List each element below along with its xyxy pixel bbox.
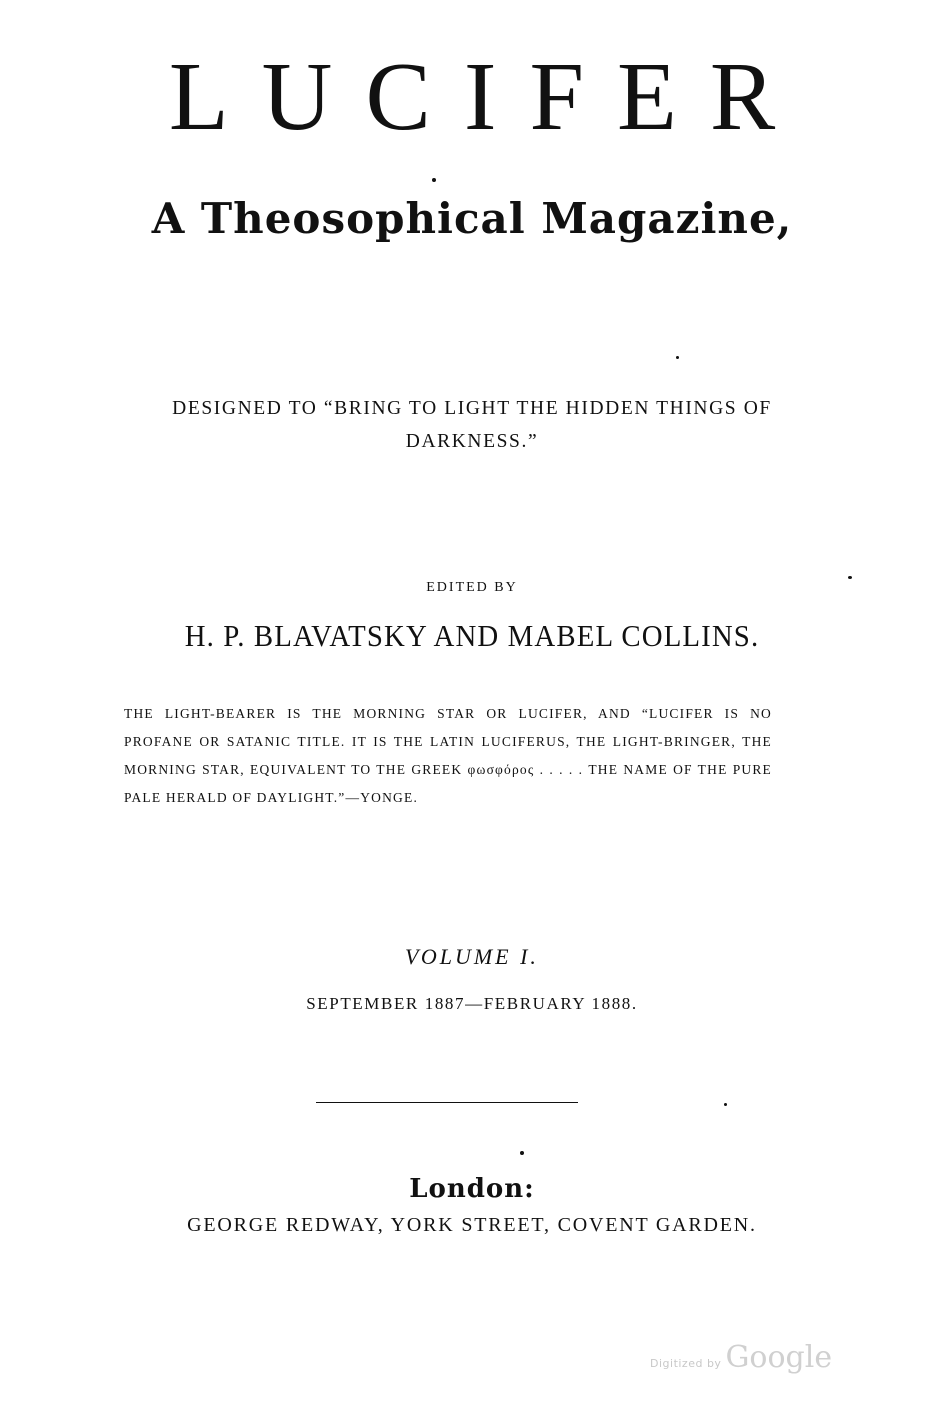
ink-speck	[432, 178, 436, 182]
motto-line-1: DESIGNED TO “BRING TO LIGHT THE HIDDEN THINGS OF	[172, 398, 772, 419]
motto	[0, 392, 944, 458]
editors-names: H. P. BLAVATSKY AND MABEL COLLINS.	[184, 618, 760, 653]
ink-speck	[848, 576, 852, 579]
volume-number: VOLUME I.	[405, 944, 539, 969]
epigraph: THE LIGHT-BEARER IS THE MORNING STAR OR LUCIFER, AND “LUCIFER IS NO PROFANE OR SATANIC TITLE. IT IS THE LATIN LUCIFERUS, THE LIGHT-BRINGER, THE MORNING STAR, EQUIVALENT TO THE GREEK φωσφόρος . . . . . THE NAME OF THE PURE PALE HERALD OF DAYLIGHT.”—YONGE.	[124, 706, 772, 805]
ink-speck	[724, 1103, 727, 1106]
digitized-watermark	[650, 1340, 832, 1375]
ink-speck	[676, 356, 679, 359]
publisher-line: GEORGE REDWAY, YORK STREET, COVENT GARDEN.	[187, 1214, 757, 1236]
ink-speck	[520, 1151, 524, 1155]
publication-place: London:	[409, 1174, 535, 1204]
magazine-subtitle: A Theosophical Magazine,	[151, 194, 793, 243]
motto-line-2: DARKNESS.”	[405, 431, 539, 452]
edited-by-label: EDITED BY	[426, 580, 518, 595]
divider-rule	[316, 1102, 578, 1103]
volume-dates: SEPTEMBER 1887—FEBRUARY 1888.	[306, 994, 638, 1013]
magazine-title: LUCIFER	[168, 43, 809, 151]
watermark-prefix: Digitized by	[650, 1357, 722, 1370]
google-logo: Google	[725, 1340, 833, 1375]
